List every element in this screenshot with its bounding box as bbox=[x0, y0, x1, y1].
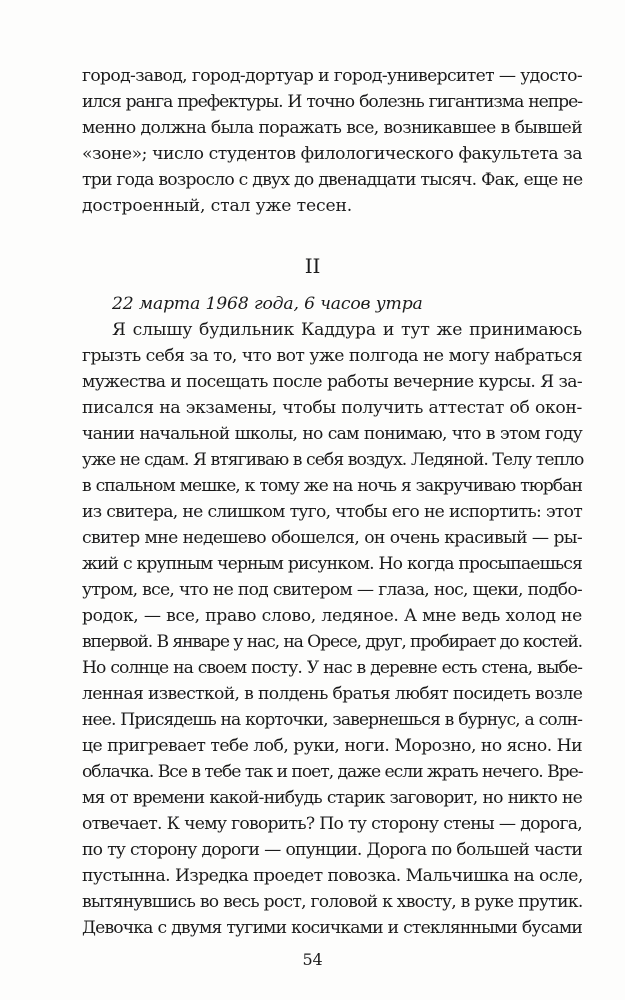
text-line: три года возросло с двух до двенадцати тысяч. Фак, еще не bbox=[82, 170, 583, 190]
text-line: вытянувшись во весь рост, головой к хвосту, в руке прутик. bbox=[82, 892, 583, 912]
text-line: писался на экзамены, чтобы получить аттестат об окон- bbox=[82, 398, 582, 418]
text-line: город-завод, город-дортуар и город-университет — удосто- bbox=[82, 66, 582, 86]
text-line: «зоне»; число студентов филологического факультета за bbox=[82, 144, 582, 164]
text-line: впервой. В январе у нас, на Оресе, друг, пробирает до костей. bbox=[82, 632, 582, 652]
text-line: в спальном мешке, к тому же на ночь я закручиваю тюрбан bbox=[82, 476, 582, 496]
text-line: це пригревает тебе лоб, руки, ноги. Морозно, но ясно. Ни bbox=[82, 736, 582, 756]
text-line: из свитера, не слишком туго, чтобы его не испортить: этот bbox=[82, 502, 582, 522]
text-line: родок, — все, право слово, ледяное. А мне ведь холод не bbox=[82, 606, 582, 626]
text-line: менно должна была поражать все, возникавшее в бывшей bbox=[82, 118, 582, 138]
text-line: ленная известкой, в полдень братья любят посидеть возле bbox=[82, 684, 583, 704]
text-line: Я слышу будильник Каддура и тут же принимаюсь bbox=[112, 320, 582, 340]
text-line: Но солнце на своем посту. У нас в деревне есть стена, выбе- bbox=[82, 658, 582, 678]
section-numeral: II bbox=[304, 254, 321, 278]
text-line: свитер мне недешево обошелся, он очень красивый — ры- bbox=[82, 528, 582, 548]
text-line: грызть себя за то, что вот уже полгода не могу набраться bbox=[82, 346, 582, 366]
text-line: утром, все, что не под свитером — глаза, нос, щеки, подбо- bbox=[82, 580, 582, 600]
page-number: 54 bbox=[302, 950, 323, 969]
text-line: Девочка с двумя тугими косичками и стеклянными бусами bbox=[82, 918, 582, 938]
text-line: уже не сдам. Я втягиваю в себя воздух. Ледяной. Телу тепло bbox=[82, 450, 584, 470]
text-line: мужества и посещать после работы вечерние курсы. Я за- bbox=[82, 372, 582, 392]
text-line: нее. Присядешь на корточки, завернешься в бурнус, а солн- bbox=[82, 710, 582, 730]
date-heading: 22 марта 1968 года, 6 часов утра bbox=[112, 294, 423, 314]
text-line: отвечает. К чему говорить? По ту сторону стены — дорога, bbox=[82, 814, 582, 834]
text-line: пустынна. Изредка проедет повозка. Мальчишка на осле, bbox=[82, 866, 583, 886]
text-line: облачка. Все в тебе так и поет, даже если жрать нечего. Вре- bbox=[82, 762, 583, 782]
text-line: чании начальной школы, но сам понимаю, что в этом году bbox=[82, 424, 582, 444]
text-line: мя от времени какой-нибудь старик заговорит, но никто не bbox=[82, 788, 582, 808]
text-line: жий с крупным черным рисунком. Но когда просыпаешься bbox=[82, 554, 582, 574]
text-line: достроенный, стал уже тесен. bbox=[82, 196, 353, 216]
text-line: ился ранга префектуры. И точно болезнь гигантизма непре- bbox=[82, 92, 582, 112]
text-line: по ту сторону дороги — опунции. Дорога по большей части bbox=[82, 840, 582, 860]
